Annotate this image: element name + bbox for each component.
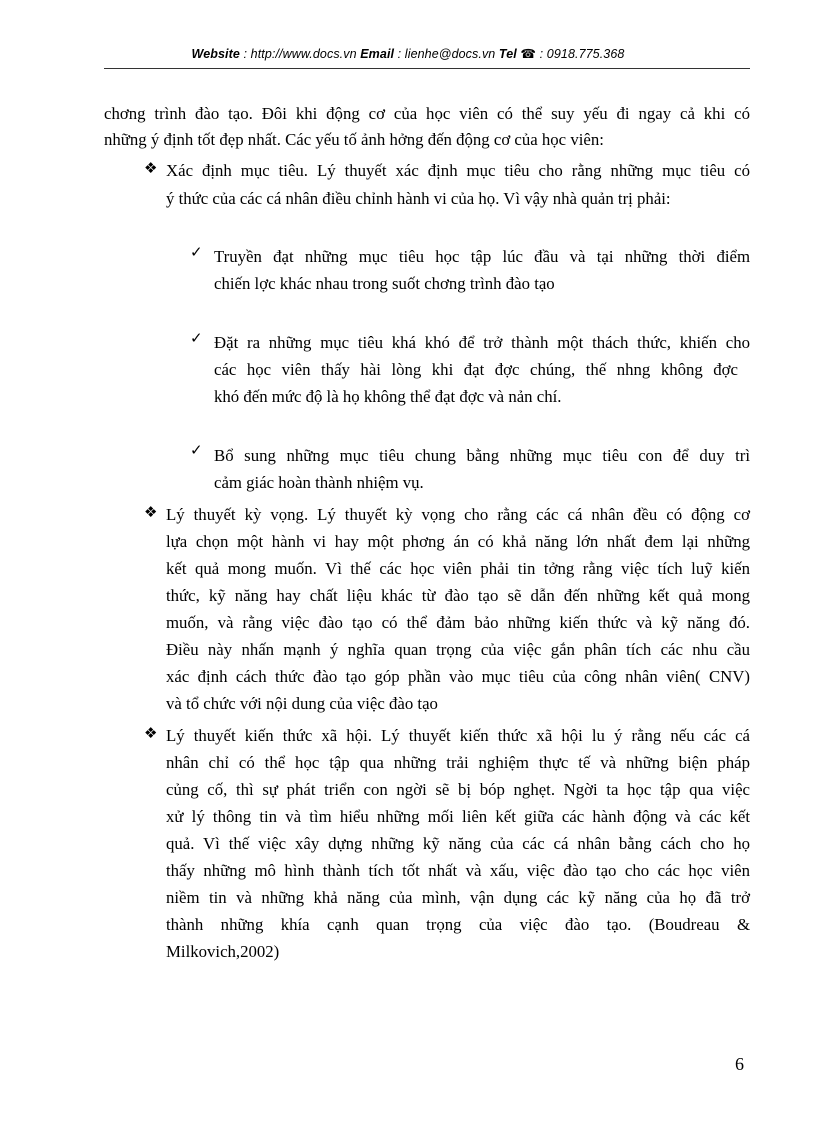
phone-icon: ☎ xyxy=(520,47,537,61)
check-item-line: các học viên thấy hài lòng khi đạt đợc chúng, thế nhng không đợc xyxy=(214,360,738,379)
social-line: Lý thuyết kiến thức xã hội. Lý thuyết kiến thức xã hội lu ý rằng nếu các cá xyxy=(166,726,750,745)
diamond-bullet-icon: ❖ xyxy=(144,503,158,521)
check-item-line: Truyền đạt những mục tiêu học tập lúc đầu và tại những thời điểm xyxy=(214,247,750,266)
diamond-bullet-icon: ❖ xyxy=(144,159,158,177)
goal-theory-line: Xác định mục tiêu. Lý thuyết xác định mục tiêu cho rằng những mục tiêu có xyxy=(166,161,750,180)
website-label: Website xyxy=(191,47,240,61)
email-label: Email xyxy=(360,47,395,61)
social-line: quả. Vì thế việc xây dựng những kỹ năng của các cá nhân bằng cách cho họ xyxy=(166,834,750,853)
social-line: niềm tin và những khả năng của mình, vận dụng các kỹ năng của họ đã trở xyxy=(166,888,750,907)
check-item-line: Bổ sung những mục tiêu chung bằng những mục tiêu con để duy trì xyxy=(214,446,750,465)
check-bullet-icon: ✓ xyxy=(190,243,203,261)
check-bullet-icon: ✓ xyxy=(190,329,203,347)
intro-line: chơng trình đào tạo. Đôi khi động cơ của học viên có thể suy yếu đi ngay cả khi có xyxy=(104,104,750,123)
expectancy-line: Lý thuyết kỳ vọng. Lý thuyết kỳ vọng cho rằng các cá nhân đều có động cơ xyxy=(166,505,750,524)
diamond-bullet-icon: ❖ xyxy=(144,724,158,742)
social-line: củng cố, thì sự phát triển con ngời sẽ bị bóp nghẹt. Ngời ta học tập qua việc xyxy=(166,780,750,799)
page-number: 6 xyxy=(735,1054,744,1074)
tel-label: Tel xyxy=(498,47,517,61)
social-line: thấy những mô hình thành tích tốt nhất và xấu, việc đào tạo cho các học viên xyxy=(166,861,750,880)
check-bullet-icon: ✓ xyxy=(190,441,203,459)
website-value: : http://www.docs.vn xyxy=(239,47,361,61)
expectancy-line: Điều này nhấn mạnh ý nghĩa quan trọng của việc gắn phân tích các nhu cầu xyxy=(166,640,750,659)
social-line: thành những khía cạnh quan trọng của việc đào tạo. (Boudreau & xyxy=(166,915,750,934)
tel-value: : 0918.775.368 xyxy=(536,47,625,61)
check-item-line: chiến lợc khác nhau trong suốt chơng trình đào tạo xyxy=(214,274,555,293)
expectancy-line: xác định cách thức đào tạo góp phần vào mục tiêu của công nhân viên( CNV) xyxy=(166,667,750,686)
check-item-line: Đặt ra những mục tiêu khá khó để trở thành một thách thức, khiến cho xyxy=(214,333,750,352)
social-line: Milkovich,2002) xyxy=(166,942,280,961)
expectancy-line: lựa chọn một hành vi hay một phơng án có khả năng lớn nhất đem lại những xyxy=(166,532,750,551)
goal-theory-line: ý thức của các cá nhân điều chỉnh hành vi của họ. Vì vậy nhà quản trị phải: xyxy=(166,189,671,208)
expectancy-line: kết quả mong muốn. Vì thế các học viên phải tin tởng rằng việc tích luỹ kiến xyxy=(166,559,750,578)
expectancy-line: muốn, và rằng việc đào tạo có thể đảm bảo những kiến thức và kỹ năng đó. xyxy=(166,613,750,632)
check-item-line: khó đến mức độ là họ không thể đạt đợc và nản chí. xyxy=(214,387,562,406)
expectancy-line: và tổ chức với nội dung của việc đào tạo xyxy=(166,694,438,713)
social-line: nhân chỉ có thể học tập qua những trải nghiệm thực tế và những biện pháp xyxy=(166,753,750,772)
check-item-line: cảm giác hoàn thành nhiệm vụ. xyxy=(214,473,424,492)
intro-line: những ý định tốt đẹp nhất. Các yếu tố ảnh hởng đến động cơ của học viên: xyxy=(104,130,604,149)
email-value: : lienhe@docs.vn xyxy=(394,47,499,61)
social-line: xử lý thông tin và tìm hiểu những mối liên kết giữa các hành động và các kết xyxy=(166,807,750,826)
expectancy-line: thức, kỹ năng hay chất liệu khác từ đào tạo sẽ dẫn đến những kết quả mong xyxy=(166,586,750,605)
